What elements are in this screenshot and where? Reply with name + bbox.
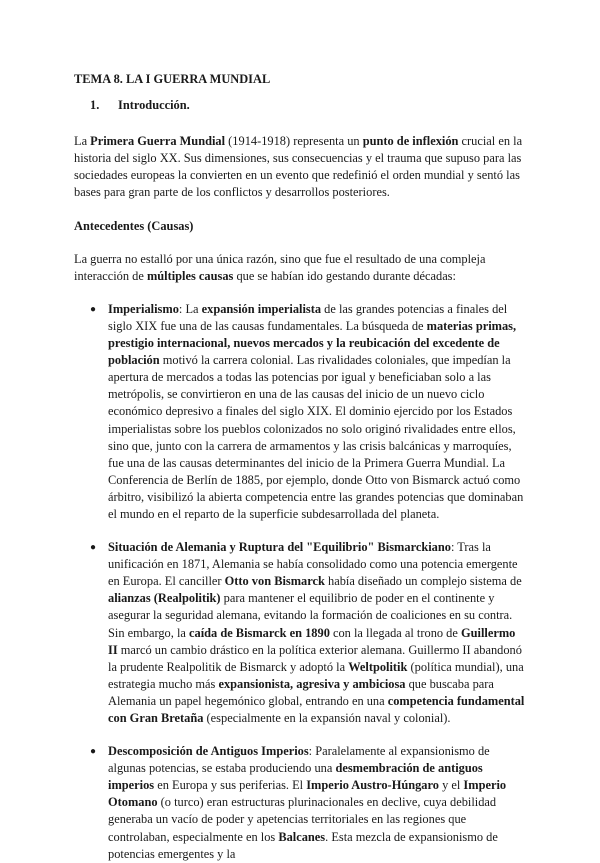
bullet-icon: ● bbox=[90, 303, 97, 315]
bold-run: múltiples causas bbox=[146, 268, 234, 283]
bold-run: expansión imperialista bbox=[201, 301, 322, 316]
bold-run: Weltpolitik bbox=[348, 659, 408, 674]
text-run: de las grandes potencias a finales del siglo XIX fue una de las causas fundamentales. La búsqueda de bbox=[108, 301, 508, 333]
text-run: motivó la carrera colonial. Las rivalidades coloniales, que impedían la apertura de mercados a todas las potencias por igual y beneficiaban solo a las metrópolis, se convirtieron en una de las causas del inicio de un nuevo ciclo económico depresivo a finales del siglo XIX. El dominio ejercido por los Estados imperialistas sobre los pueblos colonizados no solo originó rivalidades entre ellos, sino que, junto con la carrera de armamentos y las crisis balcánicas y marroquíes, fue una de las causas determinantes del inicio de la Primera Guerra Mundial. La Conferencia de Berlín de 1885, por ejemplo, donde Otto von Bismarck actuó como árbitro, visibilizó la abierta competencia entre las grandes potencias que dominaban el mundo en el reparto de la superficie subdesarrollada del planeta. bbox=[108, 353, 524, 521]
list-item bbox=[74, 743, 526, 863]
list-item-text bbox=[108, 540, 524, 725]
bold-run: expansionista, agresiva y ambiciosa bbox=[218, 676, 406, 691]
text-run: crucial en la historia del siglo XX. Sus dimensiones, sus consecuencias y el trauma que supuso para las sociedades europeas la convierten en un evento que redefinió el orden mundial y sentó las bases para gran parte de los conflictos y desarrollos posteriores. bbox=[74, 134, 523, 200]
bold-run: Imperio Otomano bbox=[108, 778, 507, 810]
bold-run: Imperialismo bbox=[108, 301, 179, 316]
section-heading: Antecedentes (Causas) bbox=[74, 218, 194, 233]
section-subtitle bbox=[90, 97, 526, 114]
list-item bbox=[74, 539, 526, 727]
bold-run: Situación de Alemania y Ruptura del "Equilibrio" Bismarckiano bbox=[108, 540, 451, 555]
text-run: : Tras la unificación en 1871, Alemania se había consolidado como una potencia emergente en Europa. El canciller bbox=[108, 540, 518, 589]
text-run: : La bbox=[178, 301, 202, 316]
bold-run: punto de inflexión bbox=[362, 134, 459, 149]
text-run: (especialmente en la expansión naval y colonial). bbox=[203, 711, 451, 725]
intro-paragraph bbox=[74, 133, 526, 201]
text-run: con la llegada al trono de bbox=[329, 625, 461, 640]
text-run: La bbox=[74, 134, 91, 149]
bold-run: Balcanes bbox=[278, 829, 326, 844]
causes-list bbox=[74, 301, 526, 863]
bold-run: alianzas (Realpolitik) bbox=[108, 591, 221, 606]
text-run: (política mundial), una estrategia mucho más bbox=[108, 659, 524, 691]
text-run: que se habían ido gestando durante décadas: bbox=[233, 268, 456, 283]
bold-run: caída de Bismarck en 1890 bbox=[189, 625, 330, 640]
bold-run: competencia fundamental con Gran Bretaña bbox=[108, 693, 525, 725]
subtitle-number: 1. bbox=[90, 98, 100, 113]
list-item bbox=[74, 301, 526, 523]
document-title: TEMA 8. LA I GUERRA MUNDIAL bbox=[74, 72, 271, 86]
bold-run: Primera Guerra Mundial bbox=[90, 134, 226, 149]
bold-run: Guillermo II bbox=[108, 625, 516, 657]
text-run: La guerra no estalló por una única razón, sino que fue el resultado de una compleja interacción de bbox=[74, 251, 486, 283]
bold-run: Otto von Bismarck bbox=[224, 574, 325, 589]
bold-run: Imperio Austro-Húngaro bbox=[306, 778, 439, 793]
text-run: para mantener el equilibrio de poder en el continente y asegurar la seguridad alemana, evitando la formación de coaliciones en su contra. Sin embargo, la bbox=[108, 591, 513, 640]
text-run: que buscaba para Alemania un papel hegemónico global, entrando en una bbox=[108, 676, 494, 708]
bold-run: Descomposición de Antiguos Imperios bbox=[108, 744, 309, 759]
text-run: : Paralelamente al expansionismo de algunas potencias, se estaba produciendo una bbox=[108, 744, 490, 776]
bold-run: materias primas, prestigio internacional, nuevos mercados y la reubicación del excedente de población bbox=[108, 318, 517, 368]
text-run: marcó un cambio drástico en la política exterior alemana. Guillermo II abandonó la prudente Realpolitik de Bismarck y adoptó la bbox=[108, 642, 522, 674]
text-run: (o turco) eran estructuras plurinacionales en declive, cuya debilidad generaba un vacío de poder y apetencias territoriales en las regiones que controlaban, especialmente en los bbox=[108, 795, 497, 844]
text-run: (1914-1918) representa un bbox=[225, 134, 363, 149]
text-run: había diseñado un complejo sistema de bbox=[324, 574, 522, 589]
list-item-text bbox=[108, 744, 506, 861]
bullet-icon: ● bbox=[90, 746, 97, 758]
text-run: y el bbox=[438, 778, 464, 793]
bold-run: desmembración de antiguos imperios bbox=[108, 761, 483, 793]
list-item-text bbox=[108, 302, 523, 521]
text-run: . Esta mezcla de expansionismo de potencias emergentes y la bbox=[108, 829, 498, 861]
text-run: en Europa y sus periferias. El bbox=[154, 778, 307, 793]
bullet-icon: ● bbox=[90, 542, 97, 554]
section-intro-paragraph bbox=[74, 251, 526, 285]
subtitle-text: Introducción. bbox=[118, 98, 190, 113]
